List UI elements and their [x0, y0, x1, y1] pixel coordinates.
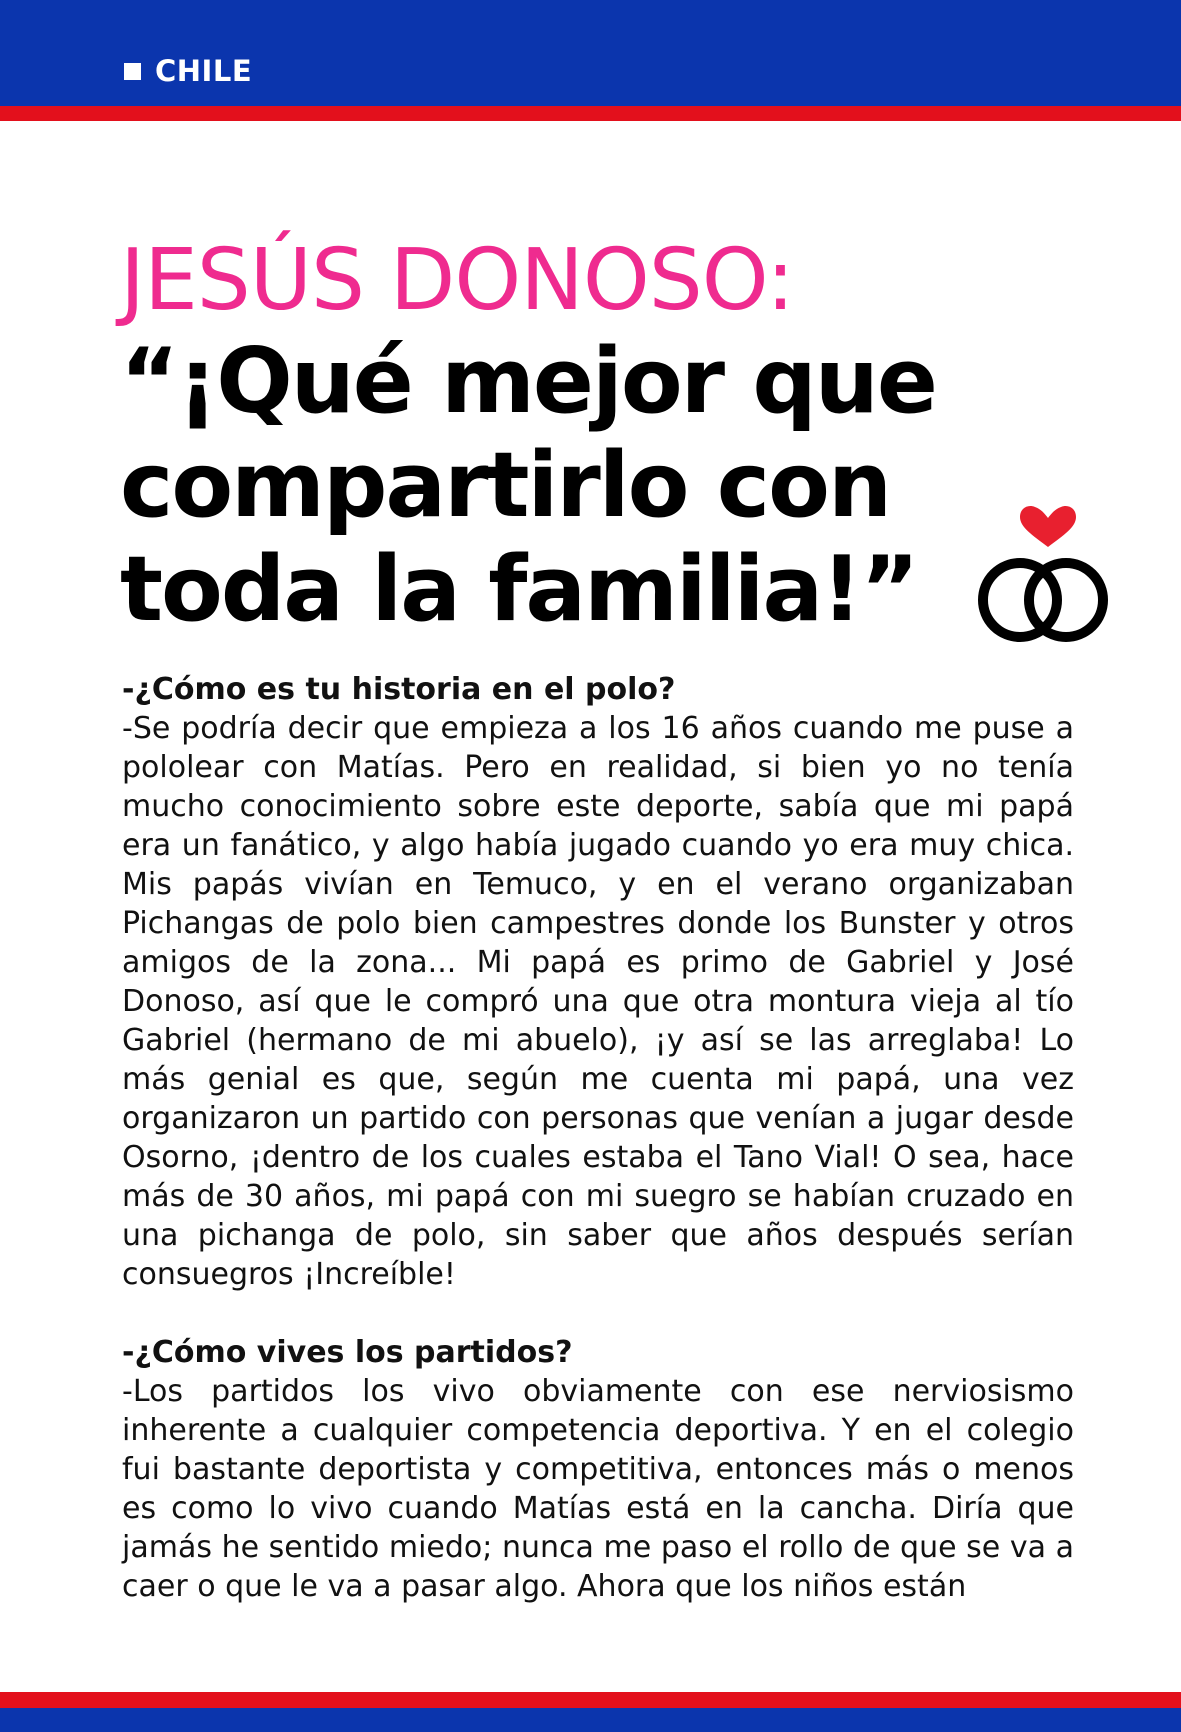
headline-quote-line: compartirlo con: [120, 433, 891, 538]
interview-answer: -Se podría decir que empieza a los 16 años cuando me puse a pololear con Matías. Pero en realidad, si bien yo no tenía mucho conocimiento sobre este deporte, sabía que mi papá era un fanático, y algo había jugado cuando yo era muy chica. Mis papás vivían en Temuco, y en el verano organizaban Pichangas de polo bien campestres donde los Bunster y otros amigos de la zona... Mi papá es primo de Gabriel y José Donoso, así que le compró una que otra montura vieja al tío Gabriel (hermano de mi abuelo), ¡y así se las arreglaba! Lo más genial es que, según me cuenta mi papá, una vez organizaron un partido con personas que venían a jugar desde Osorno, ¡dentro de los cuales estaba el Tano Vial! O sea, hace más de 30 años, mi papá con mi suegro se habían cruzado en una pichanga de polo, sin saber que años después serían consuegros ¡Increíble!: [122, 711, 1074, 1292]
wedding-rings-icon: [962, 505, 1134, 655]
heart-icon: [1020, 506, 1076, 547]
interview-question: -¿Cómo es tu historia en el polo?: [122, 672, 676, 707]
section-name: CHILE: [155, 54, 253, 88]
headline-quote: [120, 330, 1050, 642]
interview-question: -¿Cómo vives los partidos?: [122, 1335, 573, 1370]
headline-name: JESÚS DONOSO:: [120, 231, 794, 330]
headline-quote-line: “¡Qué mejor que: [120, 329, 936, 434]
interview-answer: -Los partidos los vivo obviamente con ese nerviosismo inherente a cualquier competencia deportiva. Y en el colegio fui bastante deportista y competitiva, entonces más o menos es como lo vivo cuando Matías está en la cancha. Diría que jamás he sentido miedo; nunca me paso el rollo de que se va a caer o que le va a pasar algo. Ahora que los niños están: [122, 1374, 1074, 1604]
footer-band: [0, 1708, 1181, 1732]
square-bullet-icon: [124, 63, 141, 80]
footer-stripe: [0, 1692, 1181, 1708]
section-label: [124, 54, 252, 88]
header-band: [0, 0, 1181, 106]
interview-body: [122, 670, 1074, 1606]
header-stripe: [0, 106, 1181, 121]
headline-quote-line: toda la familia!”: [120, 537, 918, 642]
